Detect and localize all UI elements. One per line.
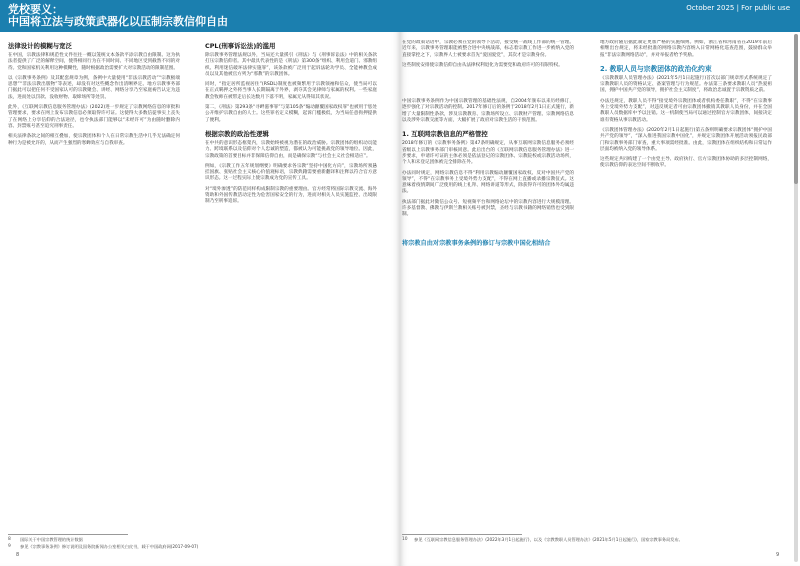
body-paragraph: 在中国，宗教法律和规范性文件往往一概以笼统文本条款平添宗教自由限制。这为执法者提供了广泛的解释空间，使得相同行为在不同时间、不同地区受到截然不同的对待。党和国家机关利用这种模糊性，随时根据政治需要扩大对宗教活动的限制范围。 [8, 53, 180, 71]
vertical-scrollbar[interactable] [794, 34, 798, 562]
body-paragraph: 办法还规定，教职人员不得“接受境外宗教团体或者机构委任教职”，不得“在宗教事务上受境外势力支配”，对违反规定者可由宗教团体撤销其教职人员身份，并在全国教职人员数据库中予以注销。这一机制使当局可以通过控制官方宗教团体，间接决定谁有资格从事宗教活动。 [600, 98, 772, 123]
body-paragraph: 同时，“指定居所监视居住”(RSDL)制度也被频繁用于宗教领袖和信众，使当局可以在正式羁押之外将当事人长期隔离于外界，剥夺其会见律师与家属的权利。一些家庭教会牧师在被带走后长达数月下落不明，家属无从得知其状况。 [205, 82, 377, 100]
report-title: 党校要义： 中国将立法与政策武器化以压制宗教信仰自由 [8, 3, 228, 28]
pull-quote: 将宗教自由对宗教事务条例的修订与宗教中国化相结合 [402, 240, 551, 247]
body-paragraph: 中国宗教事务条例作为中国宗教管理的基础性法规，自2004年颁布以来历经修订，逐步强化了对宗教活动的控制。2017年修订后的条例于2018年2月1日正式施行，新增了大量限制性条款，涉及宗教教育、宗教场所设立、宗教财产管理、宗教网络信息以及涉外宗教交流等方面，大幅扩展了政府对宗教生活的干预范围。 [402, 99, 574, 124]
body-paragraph: 以《宗教事务条例》及其配套规章为例，条例中大量使用“非法宗教活动”“宗教极端思想”“非法宗教出版物”等表述，却没有对这些概念作出清晰界定。地方宗教事务部门据此可以把任何不受国家认可的宗教聚会、讲经、网络分享乃至家庭祷告认定为违法，进而处以罚款、没收财物、取缔场所等处罚。 [8, 75, 180, 100]
body-paragraph: 这些规定共同构建了一个由党主导、政府执行、官方宗教团体协助的多层控制网络，使宗教信仰的表达空间不断收窄。 [600, 157, 772, 169]
page-number-left: 8 [16, 552, 20, 558]
section-heading: 1. 互联网宗教信息的严格管控 [402, 130, 488, 139]
body-paragraph: 对“境外渗透”的防范同样构成限制宗教的重要理由。官方经常将国际宗教交流、海外资助和外国传教活动定性为危害国家安全的行为，进而对相关人员实施监控、出境限制乃至刑事追诉。 [205, 186, 377, 205]
text-column-4 [600, 40, 772, 550]
section-heading: 法律设计的模糊与宽泛 [8, 42, 72, 50]
text-column-1 [8, 40, 180, 532]
footnote-number: 10 [402, 537, 408, 542]
section-heading: 2. 教职人员与宗教团体的政治化约束 [600, 64, 712, 73]
text-column-3 [402, 40, 574, 550]
footnote-text: 参见《宗教事务条例》修订说明及国务院新闻办公室相关白皮书，载于中国政府网(2017-09-07) [20, 544, 199, 549]
body-paragraph: 2018年修订的《宗教事务条例》第47条明确规定，从事互联网宗教信息服务必须经省级以上宗教事务部门审核同意。此后出台的《互联网宗教信息服务管理办法》进一步要求，申请许可证的主体必须是依法登记的宗教团体、宗教院校或宗教活动场所，个人和未登记团体被完全排除在外。 [402, 141, 574, 166]
footnote-number: 8 [8, 537, 11, 542]
footnote-divider-right [402, 534, 522, 535]
body-paragraph: 此外，《互联网宗教信息服务管理办法》(2022)进一步规定了宗教网络信息的审批和管理要求，要求在网上发布宗教信息必须取得许可证。这使得大多数信徒事实上丧失了在网络上分享信仰的合法途径，也令执法部门能够以“未经许可”为由随时删除内容、封禁账号甚至追究刑事责任。 [8, 105, 180, 129]
body-paragraph: 在中共的意识形态框架内，宗教始终被视为潜在的政治威胁。宗教团体的组织动员能力、跨境联系以及信仰对个人忠诚的塑造，都被认为可能挑战党的领导地位。因此，宗教政策的首要目标并非保障信仰自由，而是确保宗教“与社会主义社会相适应”。 [205, 140, 377, 159]
body-paragraph: 《宗教团体管理办法》(2020年2月1日起施行)第五条则明确要求宗教团体“拥护中国共产党的领导”，“深入推进我国宗教中国化”，并规定宗教团体开展活动须报民政部门和宗教事务部门审查，重大事项需经批准。由此，宗教团体在组织结构和日常运作层面均被纳入党的领导体系。 [600, 127, 772, 152]
body-paragraph: 相关法律条款之间的相互叠加，使宗教团体和个人在日常宗教生活中几乎无法确定何种行为是被允许的，从而产生强烈的寒蝉效应与自我审查。 [8, 134, 180, 146]
page-number-right: 9 [776, 552, 780, 558]
report-date: October 2025 | For public use [686, 4, 790, 12]
footnote-number: 9 [8, 544, 11, 549]
body-paragraph: 办法同时规定，网络宗教信息不得“利用宗教煽动颠覆国家政权、反对中国共产党的领导”，不得“在宗教事务上受境外势力支配”，不得在网上直播或录播宗教仪式。这意味着疫情期间广泛使用的线上礼拜、网络讲道等形式，除获得许可的团体外均属违法。 [402, 170, 574, 195]
footnote-text: 参见《互联网宗教信息服务管理办法》(2022年3月1日起施行)，以及《宗教教职人员管理办法》(2021年5月1日起施行)，国家宗教事务局发布。 [414, 537, 683, 542]
body-paragraph: 《宗教教职人员管理办法》(2021年5月1日起施行)首次以部门规章形式系统规定了宗教教职人员的资格认定、备案管理与行为规范。办法第三条要求教职人员“热爱祖国，拥护中国共产党的领导，拥护社会主义制度”，将政治忠诚置于宗教资质之前。 [600, 75, 772, 94]
section-heading: CPL(刑事诉讼法)的滥用 [205, 42, 276, 50]
scrollbar-thumb[interactable] [794, 34, 798, 184]
body-paragraph: 这些制度安排使宗教信仰自由从法律权利退化为需要党和政府许可的有限特权。 [402, 62, 563, 68]
text-column-2 [205, 40, 377, 532]
body-paragraph: 例如，《宗教工作五年规划纲要》明确要求各宗教“坚持中国化方向”，宗教场所须悬挂国旗、张贴社会主义核心价值观标语，宗教典籍需要重新翻译和注释以符合官方意识形态。这一过程实际上使宗教成为党的宣传工具。 [205, 163, 377, 182]
body-paragraph: 在党的政策话语中，宗教必须在党的领导下活动，接受统一战线工作部的统一管理。近年来，宗教事务管理职能被整合进中央统战部，标志着宗教工作进一步被纳入党的直接掌控之下，宗教界人士被要求首先“爱国爱党”，其次才是宗教身份。 [402, 40, 574, 58]
body-paragraph: 除宗教事务管理法规以外，当局还大量援引《刑法》与《刑事诉讼法》中的相关条款打压宗教信仰者。其中最具代表性的是《刑法》第300条“组织、利用会道门、邪教组织、利用迷信破坏法律实施罪”，该条款被广泛用于起诉法轮功学员、全能神教会成员以及其他被官方列为“邪教”的宗教团体。 [205, 53, 377, 77]
body-paragraph: 第二，《刑法》第293条“寻衅滋事罪”与第105条“煽动颠覆国家政权罪”也被用于惩处公开维护宗教自由的人士。这些罪名定义模糊，起诉门槛极低，为当局任意拘押提供了便利。 [205, 105, 377, 123]
footnote-text: 国际关于中国宗教管理的统计数据 [20, 537, 83, 542]
body-paragraph: 执法部门据此对微信公众号、短视频平台和网络论坛中的宗教内容进行大规模清理。许多基督教、佛教与伊斯兰教相关账号被封禁，圣经与宗教书籍的网络销售也受到限制。 [402, 199, 574, 218]
column-spacer [402, 73, 574, 99]
footnote-divider-left [8, 534, 128, 535]
section-heading: 根据宗教的政治性逻辑 [205, 129, 269, 138]
body-paragraph: 地方政府随后据此制定更加严格的实施细则。例如，浙江省和河南省在2019年前后相继出台规定，将未经批准的网络宗教内容纳入日常网格化巡查范围，鼓励群众举报“非法宗教网络活动”，并对举报者给予奖励。 [600, 40, 772, 58]
